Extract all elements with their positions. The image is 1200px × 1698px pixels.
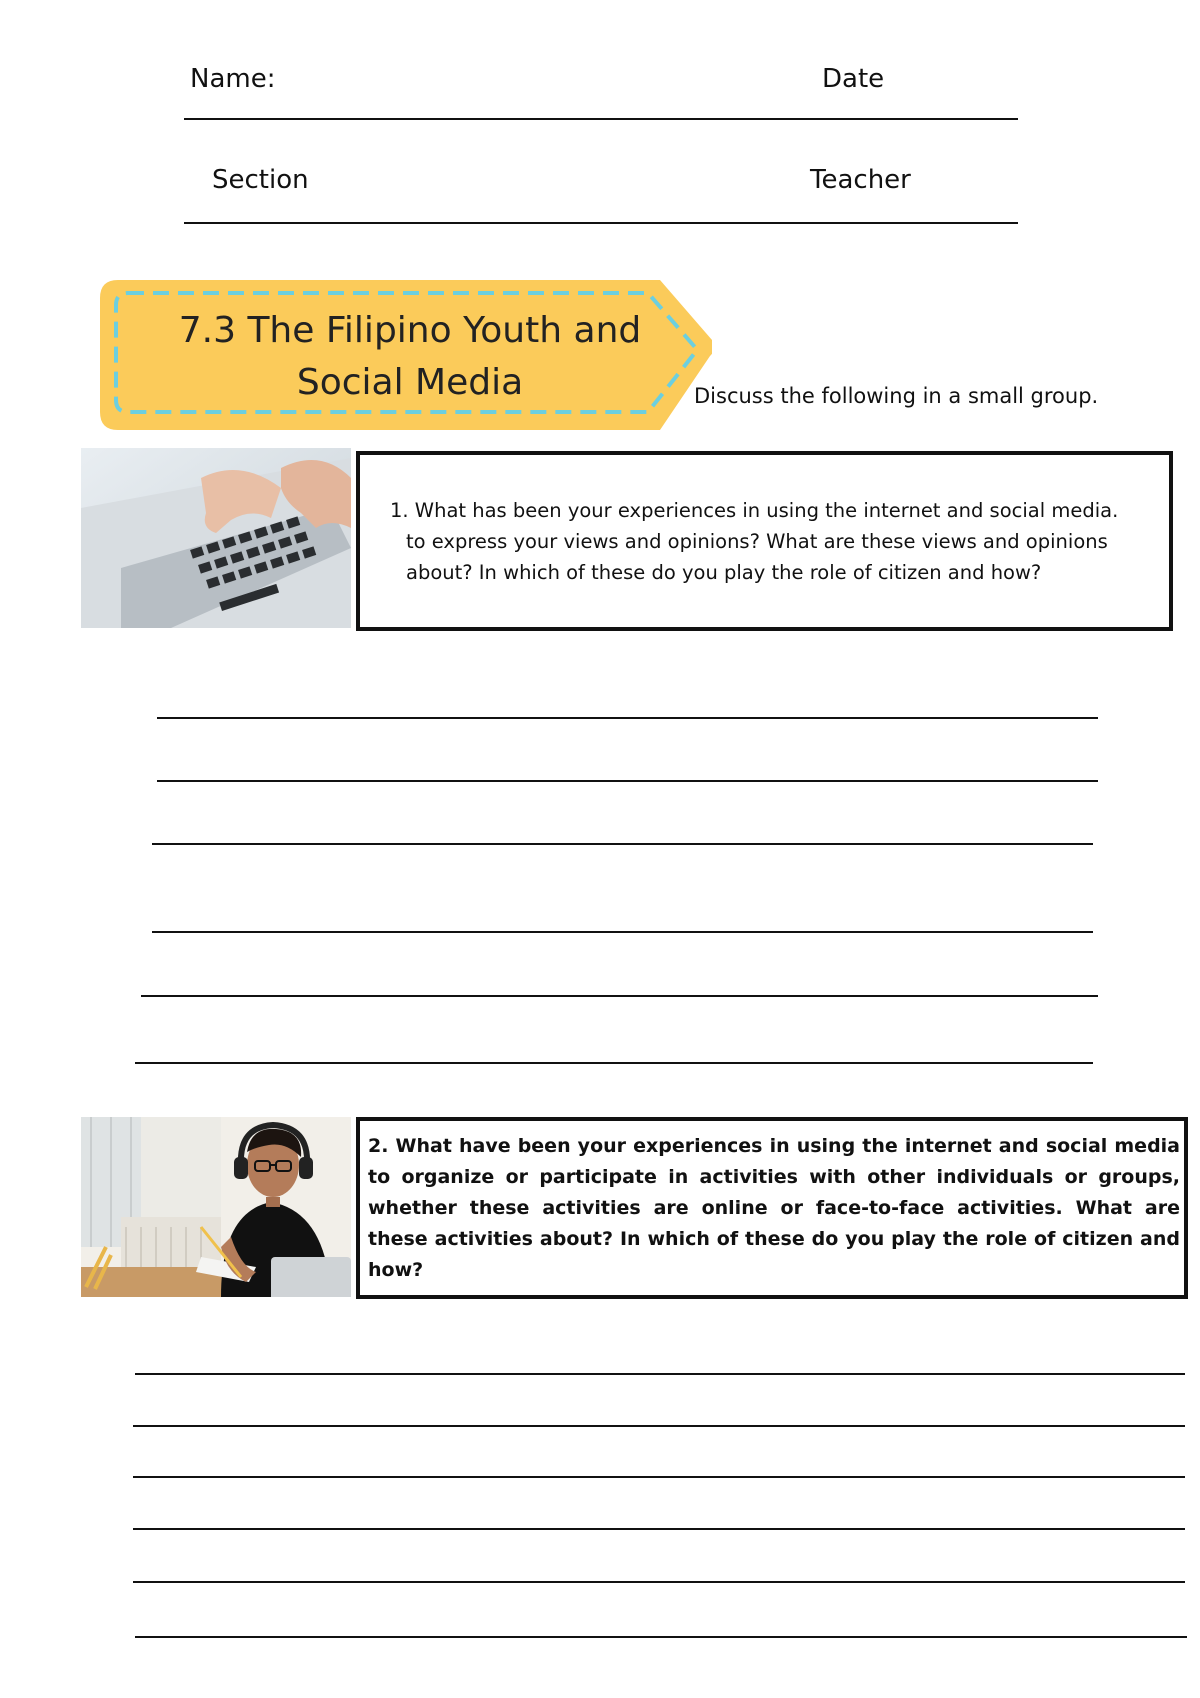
student-headphones-image — [81, 1117, 351, 1297]
instruction-text: Discuss the following in a small group. — [694, 384, 1099, 408]
answer-line[interactable] — [135, 1373, 1185, 1375]
answer-line[interactable] — [133, 1476, 1185, 1478]
answer-line[interactable] — [152, 931, 1093, 933]
answer-line[interactable] — [133, 1425, 1185, 1427]
question-1-text — [390, 495, 1180, 588]
teacher-label: Teacher — [810, 165, 911, 195]
lesson-title — [150, 305, 670, 409]
answer-line[interactable] — [133, 1581, 1185, 1583]
question-1-line3: about? In which of these do you play the role of citizen and how? — [406, 561, 1042, 584]
question-1-line2: to express your views and opinions? What are these views and opinions — [406, 530, 1108, 553]
name-date-line[interactable] — [184, 118, 1018, 120]
answer-line[interactable] — [135, 1062, 1093, 1064]
lesson-title-line2: Social Media — [296, 362, 524, 403]
answer-line[interactable] — [157, 717, 1098, 719]
answer-line[interactable] — [152, 843, 1093, 845]
name-label: Name: — [190, 64, 276, 94]
answer-line[interactable] — [141, 995, 1098, 997]
question-1-line1: 1. What has been your experiences in using the internet and social media. — [390, 499, 1119, 522]
section-label: Section — [212, 165, 309, 195]
question-2-text: 2. What have been your experiences in using the internet and social media to organize or participate in activities with other individuals or groups, whether these activities are online or face-to-face activities. What are these activities about? In which of these do you play the role of citizen and how? — [368, 1135, 1180, 1281]
section-teacher-line[interactable] — [184, 222, 1018, 224]
date-label: Date — [822, 64, 885, 94]
lesson-title-line1: 7.3 The Filipino Youth and — [178, 310, 642, 351]
laptop-typing-image — [81, 448, 351, 628]
answer-line[interactable] — [135, 1636, 1187, 1638]
answer-line[interactable] — [133, 1528, 1185, 1530]
answer-line[interactable] — [157, 780, 1098, 782]
